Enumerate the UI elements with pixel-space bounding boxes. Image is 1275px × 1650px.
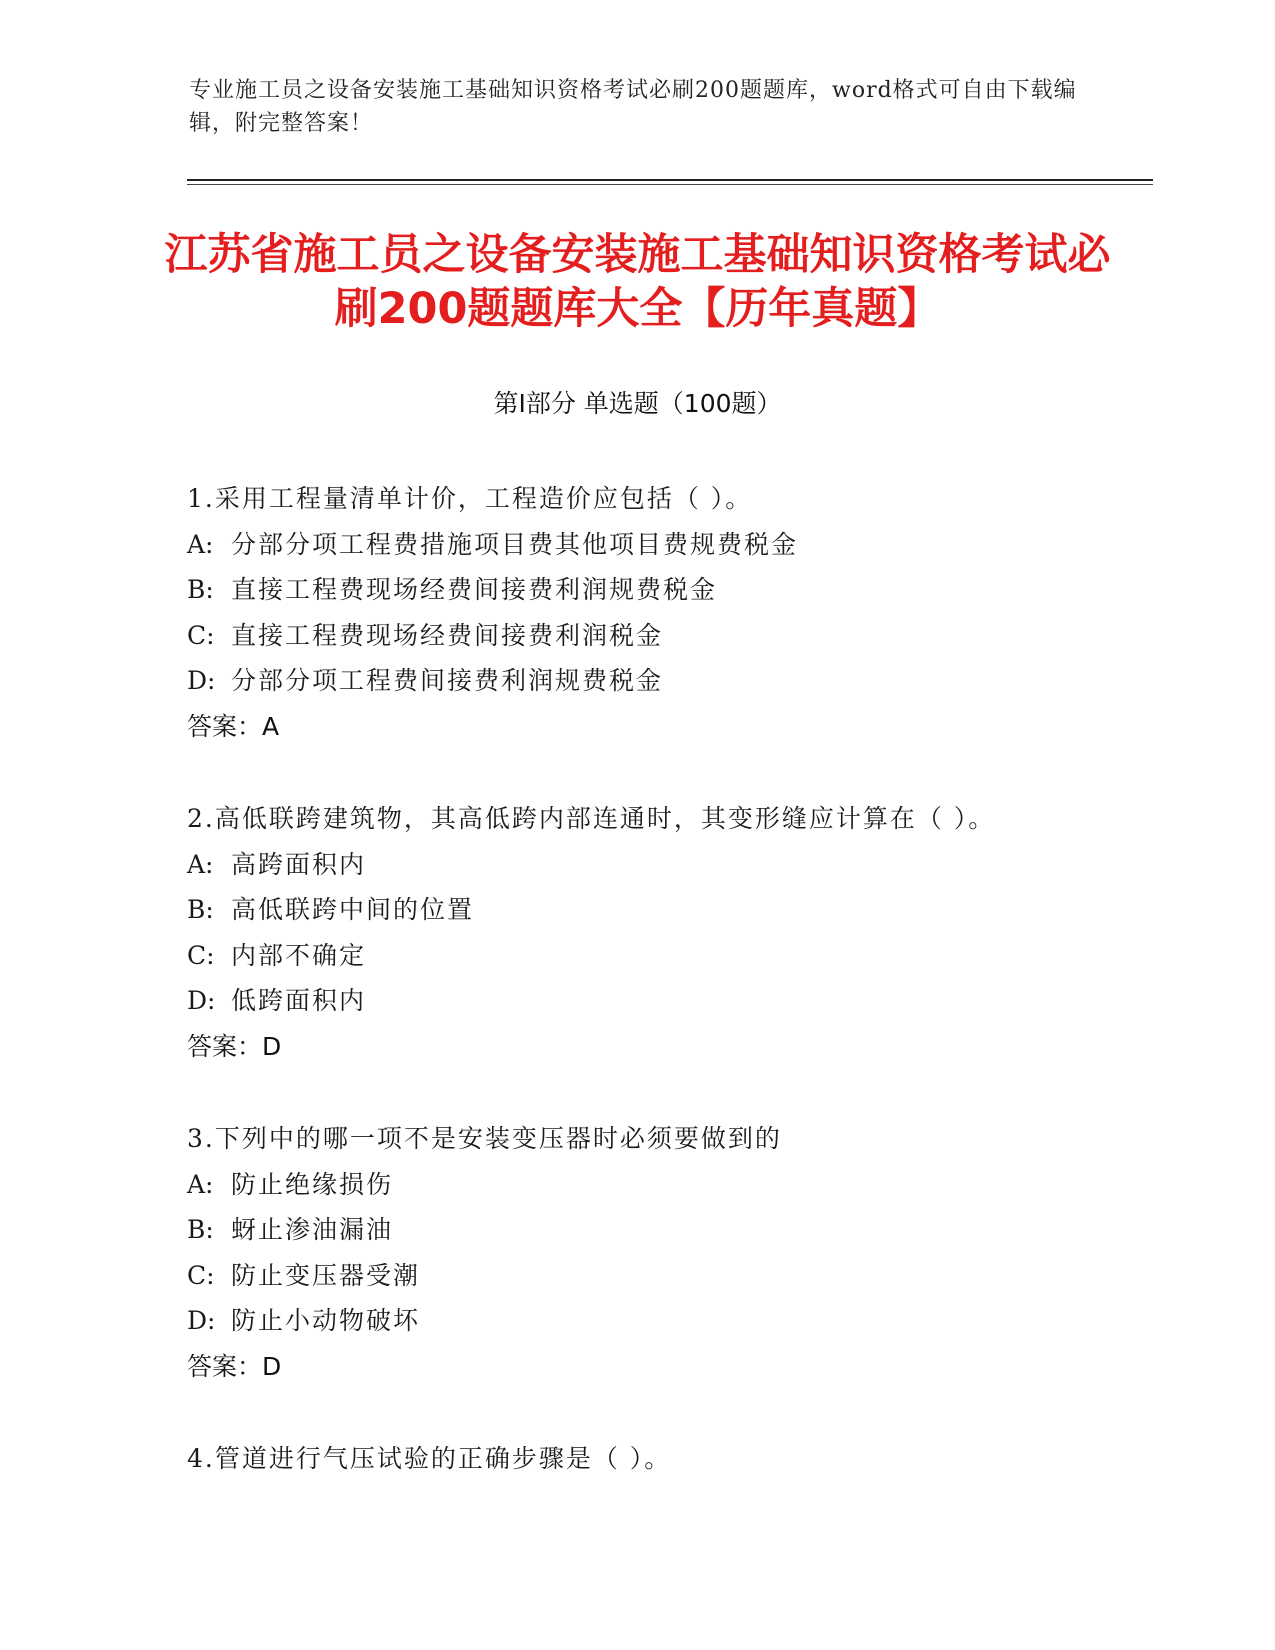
option-text: 防止变压器受潮 [231,1260,421,1290]
question-1 [187,476,1117,749]
section-title: 第Ⅰ部分 单选题（100题） [493,389,782,418]
answer-line: 答案：D [187,1031,282,1061]
option-letter: D: [187,986,216,1015]
option-a [187,522,1117,568]
option-a [187,842,1117,888]
option-text: 分部分项工程费措施项目费其他项目费规费税金 [231,529,799,559]
option-letter: D: [187,1306,216,1335]
answer-line: 答案：A [187,711,280,741]
option-b [187,887,1117,933]
option-b [187,1207,1117,1253]
option-text: 直接工程费现场经费间接费利润规费税金 [231,575,718,604]
question-2 [187,796,1117,1069]
question-3 [187,1116,1117,1389]
option-letter: D: [187,666,216,695]
option-letter: C: [187,940,215,970]
option-d [187,978,1117,1024]
option-letter: A: [187,1169,214,1199]
question-list [187,476,1117,1529]
option-a [187,1162,1117,1208]
header-divider-thin [187,184,1153,185]
question-stem: 2.高低联跨建筑物，其高低跨内部连通时，其变形缝应计算在（ ）。 [187,804,996,833]
header-note: 专业施工员之设备安装施工基础知识资格考试必刷200题题库，word格式可自由下载编辑，附完整答案！ [189,78,1077,136]
option-b [187,567,1117,613]
option-letter: C: [187,620,215,650]
option-d [187,658,1117,704]
option-letter: C: [187,1260,215,1290]
option-text: 分部分项工程费间接费利润规费税金 [231,666,664,695]
question-stem: 4.管道进行气压试验的正确步骤是（ ）。 [187,1444,672,1473]
option-letter: B: [187,575,214,604]
option-text: 防止小动物破坏 [231,1306,421,1335]
option-d [187,1298,1117,1344]
question-4 [187,1436,1117,1482]
option-c [187,613,1117,659]
header-divider-thick [187,179,1153,181]
option-letter: B: [187,1215,214,1244]
question-stem: 3.下列中的哪一项不是安装变压器时必须要做到的 [187,1124,782,1153]
option-letter: A: [187,529,214,559]
option-text: 内部不确定 [231,940,367,970]
option-text: 直接工程费现场经费间接费利润税金 [231,620,664,650]
option-text: 高低联跨中间的位置 [231,895,475,924]
option-text: 蚜止渗油漏油 [231,1215,394,1244]
option-c [187,1253,1117,1299]
option-letter: B: [187,895,214,924]
option-text: 防止绝缘损伤 [231,1169,394,1199]
document-title: 江苏省施工员之设备安装施工基础知识资格考试必刷200题题库大全【历年真题】 [164,230,1111,334]
option-c [187,933,1117,979]
option-text: 高跨面积内 [231,849,367,879]
question-stem: 1.采用工程量清单计价，工程造价应包括（ ）。 [187,484,753,513]
option-letter: A: [187,849,214,879]
option-text: 低跨面积内 [231,986,367,1015]
answer-line: 答案：D [187,1351,282,1381]
